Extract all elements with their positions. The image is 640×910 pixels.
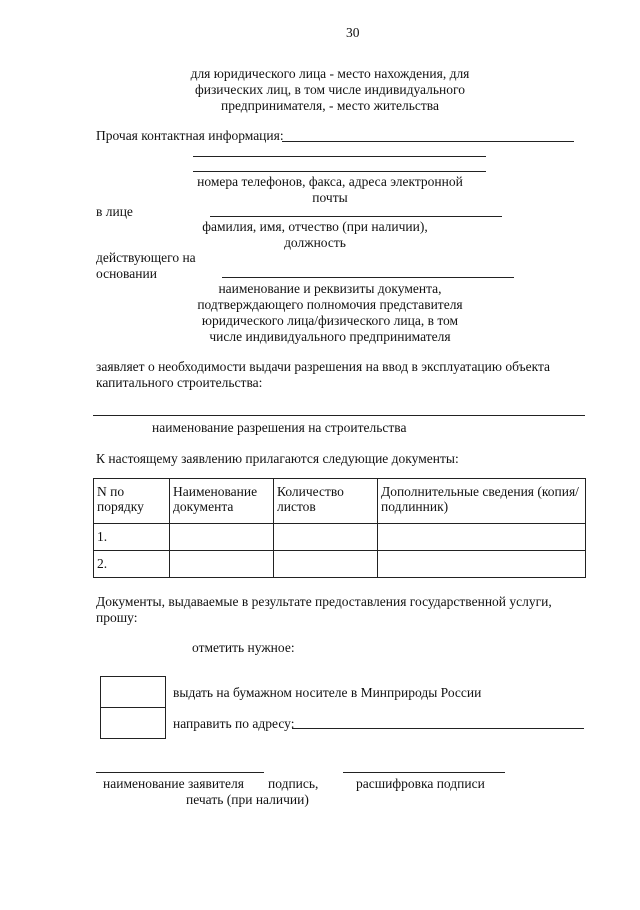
person-note-line-1: фамилия, имя, отчество (при наличии), [202,219,428,234]
acting-label-line-2: основании [96,266,157,281]
applicant-name-caption: наименование заявителя [103,776,244,791]
option-paper-checkbox[interactable] [100,676,166,708]
header-sheet-count: Количество листов [274,479,378,524]
document-note-line-4: числе индивидуального предпринимателя [209,329,451,344]
header-number: N по порядку [94,479,170,524]
address-note-line-1: для юридического лица - место нахождения, для [190,66,470,81]
header-additional-info: Дополнительные сведения (копия/подлинник) [378,479,586,524]
document-note-line-3: юридического лица/физического лица, в том [201,313,459,328]
table-row [94,524,586,551]
table-header-row [94,479,586,524]
documents-table [93,478,586,578]
address-note-line-2: физических лиц, в том числе индивидуального [195,82,465,97]
signature-decoding-caption: расшифровка подписи [356,776,485,791]
other-contact-line-3[interactable] [193,171,486,172]
row-1-number: 1. [94,524,170,551]
document-note-line-2: подтверждающего полномочия представителя [197,297,463,312]
signature-caption: подпись, [268,776,319,791]
option-paper-label: выдать на бумажном носителе в Минприроды России [173,685,482,700]
statement-line-2: капитального строительства: [96,375,263,390]
issued-docs-line-2: прошу: [96,610,138,625]
page-number: 30 [346,25,360,40]
other-contact-label: Прочая контактная информация: [96,128,284,143]
table-row [94,551,586,578]
header-document-name: Наименование документа [170,479,274,524]
other-contact-line-1[interactable] [282,141,574,142]
row-2-sheets-cell[interactable] [274,551,378,578]
attachments-label: К настоящему заявлению прилагаются следующие документы: [96,451,459,466]
seal-caption: печать (при наличии) [186,792,309,807]
represented-by-label: в лице [96,204,133,219]
acting-label-line-1: действующего на [96,250,196,265]
signature-decoding-line[interactable] [343,772,505,773]
other-contact-line-2[interactable] [193,156,486,157]
row-1-sheets-cell[interactable] [274,524,378,551]
row-1-info-cell[interactable] [378,524,586,551]
person-note-line-2: должность [284,235,346,250]
applicant-name-line[interactable] [96,772,264,773]
document-note-line-1: наименование и реквизиты документа, [218,281,442,296]
row-1-document-cell[interactable] [170,524,274,551]
contact-note-line-1: номера телефонов, факса, адреса электронной [197,174,463,189]
issued-docs-line-1: Документы, выдаваемые в результате предоставления государственной услуги, [96,594,552,609]
option-address-label: направить по адресу: [173,716,295,731]
mark-needed-label: отметить нужное: [192,640,295,655]
row-2-info-cell[interactable] [378,551,586,578]
row-2-number: 2. [94,551,170,578]
address-note-line-3: предпринимателя, - место жительства [221,98,439,113]
contact-note-line-2: почты [312,190,348,205]
permit-note: наименование разрешения на строительства [152,420,407,435]
row-2-document-cell[interactable] [170,551,274,578]
document-line[interactable] [222,277,514,278]
person-line[interactable] [210,216,502,217]
option-address-checkbox[interactable] [100,707,166,739]
address-line[interactable] [292,728,584,729]
statement-line-1: заявляет о необходимости выдачи разрешения на ввод в эксплуатацию объекта [96,359,551,374]
permit-line[interactable] [93,415,585,416]
